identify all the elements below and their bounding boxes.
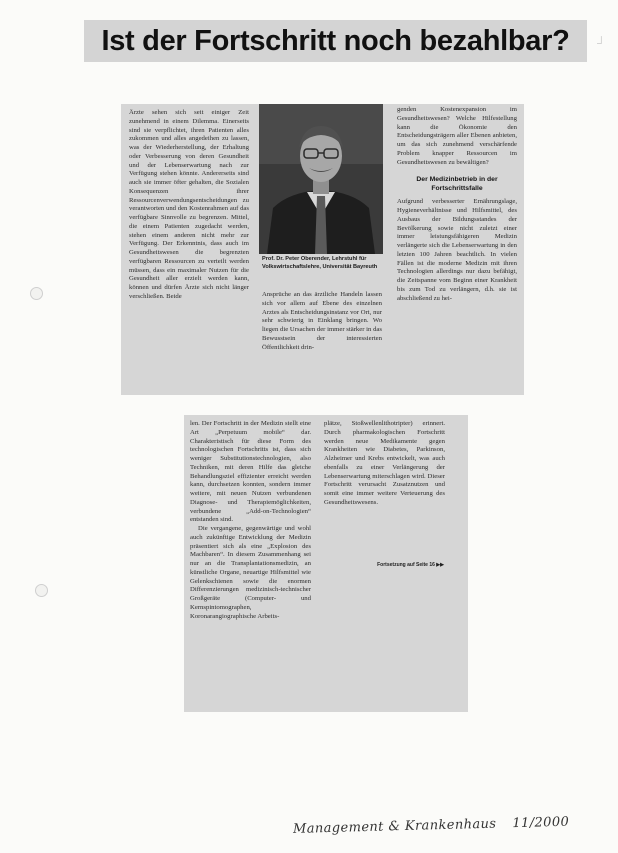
column-3-text-top: genden Kostenexpansion im Gesundheitswesen? Welche Hilfestellung kann die Ökonomie den Entscheidungsträgern aller Ebenen anbieten, um das sich zunehmend verschärfende Problem knapper Ressourcen im Gesundheitswesen zu bewältigen? [397,106,517,166]
photo-caption: Prof. Dr. Peter Oberender, Lehrstuhl für Volkswirtschaftslehre, Universität Bayreuth [262,256,378,270]
article-column-5 [324,420,445,508]
column-2-text: Ansprüche an das ärztliche Handeln lassen sich vor allem auf Ebene des einzelnen Arztes als Entscheidungsinstanz vor Ort, nur sehr schwierig in Einklang bringen. Wo liegen die Ursachen der immer stärker in das Bewusstsein der interessierten Öffentlichkeit drin- [262,291,382,351]
column-4-paragraph-1: len. Der Fortschritt in der Medizin stellt eine Art „Perpetuum mobile“ dar. Charakteristisch für diese Form des technologischen Fortschritts ist, dass sich weniger Substitutionstechnologien, also Techniken, mit deren Hilfe das gleiche Behandlungsziel effizienter erreicht werden kann, durchsetzen konnten, sondern immer weitere, mit neuen Nutzen verbundenen Diagnose- und Therapiemöglichkeiten, verbundene „Add-on-Technologien“ entstanden sind. [190,420,311,524]
punch-hole-bottom [35,584,48,597]
article-column-3 [397,106,517,303]
column-3-text-bottom: Aufgrund verbesserter Ernährungslage, Hygieneverhältnisse und Hilfsmittel, des Ausbaus der Bildungsstandes der Bevölkerung sowie nicht zuletzt einer immer leistungsfähigeren Medizin verlängerte sich die Lebenserwartung in den letzten 100 Jahren beachtlich. In vielen Fällen ist die moderne Medizin mit ihren Technologien allerdings nur dazu befähigt, die Zeitspanne vom Beginn einer Krankheit bis zum Tod zu verlängern, d.h. sie ist abschließend zu hei- [397,198,517,302]
article-column-1 [129,109,249,302]
handwritten-source-note [293,814,593,837]
column-1-text: Ärzte sehen sich seit einiger Zeit zunehmend in einem Dilemma. Einerseits sind sie verpflichtet, ihren Patienten alles zukommen und alles angedeihen zu lassen, was der Wiederherstellung, der Erhaltung oder Verbesserung von deren Gesundheit und der Lebenserwartung nach zur Verfügung stehen könnte. Andererseits sind auch sie immer öfter gehalten, die Sozialen Konsequenzen ihrer Ressourcenverwendungsentscheidungen zu verantworten und den Kostenrahmen auf das verfügbare Sinnvolle zu begrenzen. Mittel, die einem Patienten zugedacht werden, stehen einem anderen nicht mehr zur Verfügung. Der Erkenntnis, dass auch im Gesundheitswesen die begrenzten verfügbaren Ressourcen zu verteilt werden müssen, dass ein maximaler Nutzen für die Gesundheit aller erzielt werden kann, können und dürfen Ärzte sich nicht länger verschließen. Beide [129,109,249,300]
scan-edge-mark: ┘ [597,36,606,50]
article-headline: Ist der Fortschritt noch bezahlbar? [101,25,570,57]
column-4-paragraph-2: Die vergangene, gegenwärtige und wohl auch zukünftige Entwicklung der Medizin präsentiert sich als eine „Explosion des Machbaren“. In diesem Zusammenhang sei nur an die Transplantationsmedizin, an künstliche Organe, neuartige Hilfsmittel wie Gelenkschienen sowie die enormen Differenzierungen medizinisch-technischer Großgeräte (Computer- und Kernspintomographen, Koronarangiographische Arbeits- [190,525,311,620]
column-5-text: plätze, Stoßwellenlithotripter) erinnert. Durch pharmakologischen Fortschritt werden neue Medikamente gegen Krankheiten wie Diabetes, Parkinson, Alzheimer und Krebs entwickelt, was auch ebenfalls zu einer Verlängerung der Lebenserwartung miterschlagen wird. Dieser Fortschritt verursacht Zusatznutzen und somit eine immer weitere Verteuerung des Gesundheitswesens. [324,420,445,506]
section-subheading: Der Medizinbetrieb in der Fortschrittsfalle [416,176,498,193]
article-column-4 [190,420,311,621]
portrait-illustration [259,104,383,254]
continuation-note: Fortsetzung auf Seite 16 ▶▶ [377,562,444,568]
punch-hole-top [30,287,43,300]
handwritten-issue: 11/2000 [512,814,570,832]
article-column-2 [262,291,382,352]
author-photo [259,104,383,254]
headline-banner [84,20,587,62]
handwritten-publication: Management & Krankenhaus [292,816,497,837]
